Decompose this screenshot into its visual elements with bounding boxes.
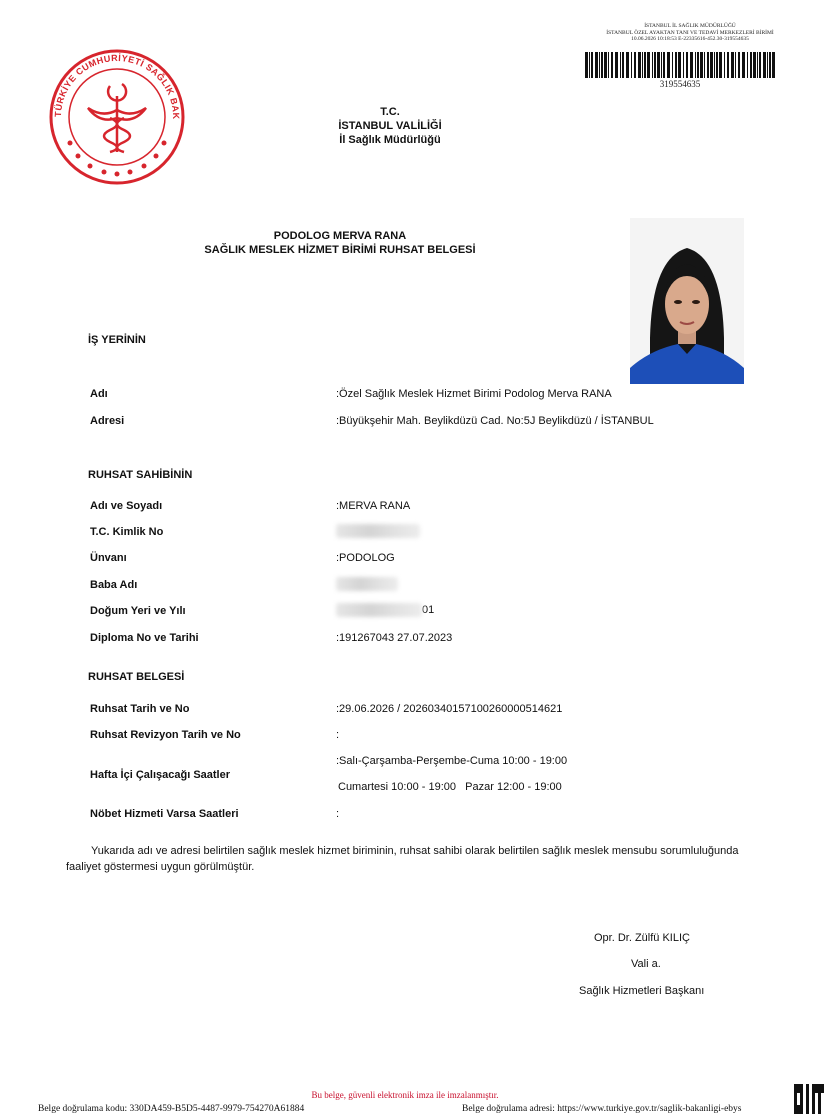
title-line-2: SAĞLIK MESLEK HİZMET BİRİMİ RUHSAT BELGESİ <box>204 244 476 256</box>
esign-notice: Bu belge, güvenli elektronik imza ile imzalanmıştır. <box>311 1090 499 1100</box>
value-birth-place-year <box>336 603 434 617</box>
label-father-name: Baba Adı <box>90 579 138 591</box>
verification-address: Belge doğrulama adresi: https://www.turkiye.gov.tr/saglik-bakanligi-ebys <box>462 1104 742 1114</box>
label-license-date-no: Ruhsat Tarih ve No <box>90 703 190 715</box>
value-workplace-name: :Özel Sağlık Meslek Hizmet Birimi Podolog Merva RANA <box>336 388 612 400</box>
barcode-number: 319554635 <box>659 79 701 89</box>
ministry-seal <box>48 48 186 186</box>
approval-statement: Yukarıda adı ve adresi belirtilen sağlık meslek hizmet biriminin, ruhsat sahibi olarak belirtilen sağlık meslek mensubu sorumluluğunda faaliyet göstermesi uygun görülmüştür. <box>66 845 739 873</box>
authority-line-2: İSTANBUL VALİLİĞİ <box>338 120 442 132</box>
authority-line-3: İl Sağlık Müdürlüğü <box>339 134 441 146</box>
value-title: :PODOLOG <box>336 552 395 564</box>
holder-photo <box>630 218 744 384</box>
header-line-2: İSTANBUL ÖZEL AYAKTAN TANI VE TEDAVİ MERKEZLERİ BİRİMİ <box>606 29 774 36</box>
header-line-3: 10.06.2026 10:18:53 E-22335616-452.30-319554635 <box>631 36 749 42</box>
title-line-1: PODOLOG MERVA RANA <box>273 230 407 242</box>
label-diploma: Diploma No ve Tarihi <box>90 632 199 644</box>
label-full-name: Adı ve Soyadı <box>90 500 163 512</box>
value-revision: : <box>336 729 340 741</box>
svg-text:TÜRKİYE CUMHURİYETİ SAĞLIK BAK: TÜRKİYE CUMHURİYETİ SAĞLIK BAK <box>52 52 182 120</box>
document-header-info <box>560 23 820 43</box>
value-duty-hours: : <box>336 808 340 820</box>
section-workplace: İŞ YERİNİN <box>88 334 146 346</box>
authority-line-1: T.C. <box>380 106 400 118</box>
value-diploma: :191267043 27.07.2023 <box>336 632 453 644</box>
signatory-role-1: Vali a. <box>631 958 661 970</box>
label-title: Ünvanı <box>90 552 127 564</box>
value-tc-id-redacted <box>336 524 420 538</box>
value-working-hours-weekdays: :Salı-Çarşamba-Perşembe-Cuma 10:00 - 19:00 <box>336 755 568 767</box>
value-license-date-no: :29.06.2026 / 20260340157100260000514621 <box>336 703 563 715</box>
label-workplace-address: Adresi <box>90 415 125 427</box>
label-workplace-name: Adı <box>90 388 108 400</box>
value-working-hours-weekend: Cumartesi 10:00 - 19:00 Pazar 12:00 - 19:00 <box>338 781 562 793</box>
signatory-name: Opr. Dr. Zülfü KILIÇ <box>594 932 690 944</box>
barcode <box>585 52 775 78</box>
document-title <box>140 229 540 257</box>
verification-code: Belge doğrulama kodu: 330DA459-B5D5-4487-9979-754270A61884 <box>38 1104 305 1114</box>
issuing-authority <box>290 105 490 147</box>
value-father-name-redacted <box>336 577 398 591</box>
value-full-name: :MERVA RANA <box>336 500 411 512</box>
label-tc-id: T.C. Kimlik No <box>90 526 164 538</box>
value-workplace-address: :Büyükşehir Mah. Beylikdüzü Cad. No:5J Beylikdüzü / İSTANBUL <box>336 415 654 427</box>
label-birth-place-year: Doğum Yeri ve Yılı <box>90 605 186 617</box>
label-revision: Ruhsat Revizyon Tarih ve No <box>90 729 241 741</box>
header-line-1: İSTANBUL İL SAĞLIK MÜDÜRLÜĞÜ <box>644 23 736 29</box>
section-license: RUHSAT BELGESİ <box>88 671 185 683</box>
label-working-hours: Hafta İçi Çalışacağı Saatler <box>90 769 231 781</box>
birth-year-suffix: 01 <box>422 603 435 616</box>
qr-code <box>794 1084 824 1114</box>
section-license-holder: RUHSAT SAHİBİNİN <box>88 469 193 481</box>
label-duty-hours: Nöbet Hizmeti Varsa Saatleri <box>90 808 239 820</box>
signatory-role-2: Sağlık Hizmetleri Başkanı <box>579 985 705 997</box>
